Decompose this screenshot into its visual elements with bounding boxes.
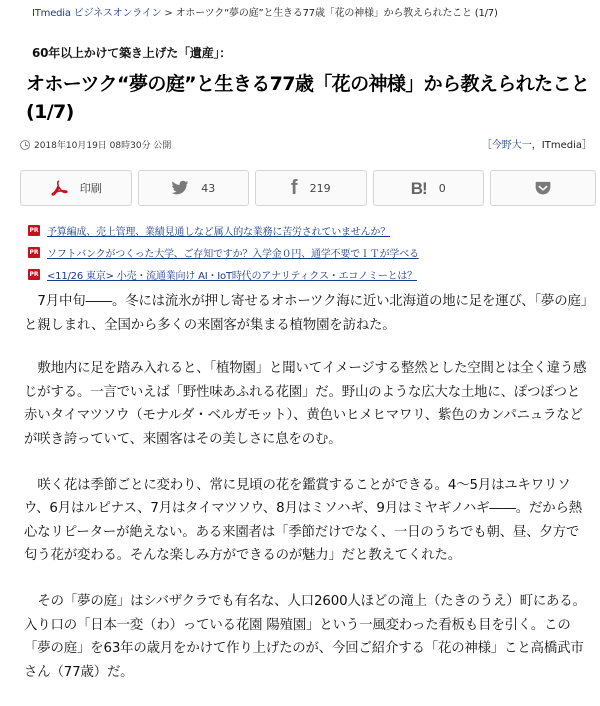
author-link[interactable]: 今野大一: [491, 140, 532, 151]
hatena-count: 0: [438, 181, 446, 195]
breadcrumb: [32, 4, 498, 19]
pocket-icon: [535, 181, 551, 196]
article-paragraph: 咲く花は季節ごとに変わり、常に見頃の花を鑑賞することができる。4～5月はユキワリソウ、6月はルピナス、7月はタイマツソウ、8月はミソハギ、9月はミヤギノハギ――。だから熱心なリピーターが絶えない。ある来園者は「季節だけでなく、一日のうちでも朝、昼、夕方で匂う花が変わる。そんな楽しみ方ができるのが魅力」だと教えてくれた。: [24, 477, 583, 564]
twitter-share-button[interactable]: [138, 170, 250, 206]
facebook-icon: f: [290, 177, 298, 199]
article-paragraph: その「夢の庭」はシバザクラでも有名な、人口2600人ほどの滝上（たきのうえ）町にある。入り口の「日本一変（わ）っている花園 陽殖園」という一風変わった看板も目を引く。この「夢の庭」を63年の歳月をかけて作り上げたのが、今回ご紹介する「花の神様」こと高橋武市さん（77歳）だ。: [24, 593, 586, 680]
pr-badge: PR: [29, 248, 39, 256]
author-bracket-close: ，ITmedia］: [531, 140, 592, 151]
pr-item: [28, 263, 588, 285]
author-bracket-open: ［: [481, 140, 492, 151]
article-body: [24, 290, 592, 706]
hatena-bookmark-button[interactable]: [373, 170, 485, 206]
pr-link[interactable]: <11/26 東京> 小売・流通業向け AI・IoT時代のアナリティクス・エコノミーとは？: [47, 270, 417, 282]
facebook-share-button[interactable]: [255, 170, 367, 206]
share-bar: [20, 170, 596, 206]
facebook-count: 219: [309, 181, 331, 195]
article-paragraph: 7月中旬――。冬には流氷が押し寄せるオホーツク海に近い北海道の地に足を運び、「夢の庭」と親しまれ、全国から多くの来園客が集まる植物園を訪ねた。: [24, 294, 588, 333]
print-button[interactable]: [20, 170, 132, 206]
author-byline: [482, 136, 592, 151]
page-title: オホーツク“夢の庭”と生きる77歳「花の神様」から教えられたこと (1/7): [26, 73, 590, 123]
article-subheading: 60年以上かけて築き上げた「遺産」：: [32, 46, 232, 60]
breadcrumb-current: オホーツク“夢の庭”と生きる77歳「花の神様」から教えられたこと (1/7): [175, 8, 498, 19]
pr-links: [28, 219, 588, 285]
article-meta: [20, 138, 592, 158]
twitter-icon: [171, 180, 189, 196]
breadcrumb-site-link[interactable]: ITmedia ビジネスオンライン: [32, 8, 162, 19]
pr-item: [28, 241, 588, 263]
pr-badge: PR: [29, 226, 39, 234]
article-paragraph: 敷地内に足を踏み入れると、「植物園」と聞いてイメージする整然とした空間とは全く違う感じがする。一言でいえば「野性味あふれる花園」だ。野山のような広大な土地に、ぽつぽつと赤いタイマツソウ（モナルダ・ベルガモット）、黄色いヒメヒマワリ、紫色のカンパニュラなどが咲き誇っていて、来園客はその美しさに息をのむ。: [24, 361, 587, 447]
hatena-bookmark-icon: B!: [410, 178, 427, 198]
clock-icon: [20, 140, 30, 150]
pocket-button[interactable]: [490, 170, 596, 206]
pr-badge: PR: [29, 270, 39, 278]
pr-item: [28, 219, 588, 241]
pr-link[interactable]: 予算編成、売上管理、業績見通しなど属人的な業務に苦労されていませんか？: [47, 226, 390, 238]
publish-date: 2018年10月19日 08時30分 公開: [34, 141, 172, 151]
twitter-count: 43: [201, 181, 216, 195]
pr-link[interactable]: ソフトバンクがつくった大学、ご存知ですか？入学金０円、通学不要でＩＴが学べる: [47, 248, 419, 260]
breadcrumb-separator: >: [164, 8, 173, 19]
print-label: 印刷: [79, 182, 102, 195]
pdf-icon: [50, 179, 68, 197]
